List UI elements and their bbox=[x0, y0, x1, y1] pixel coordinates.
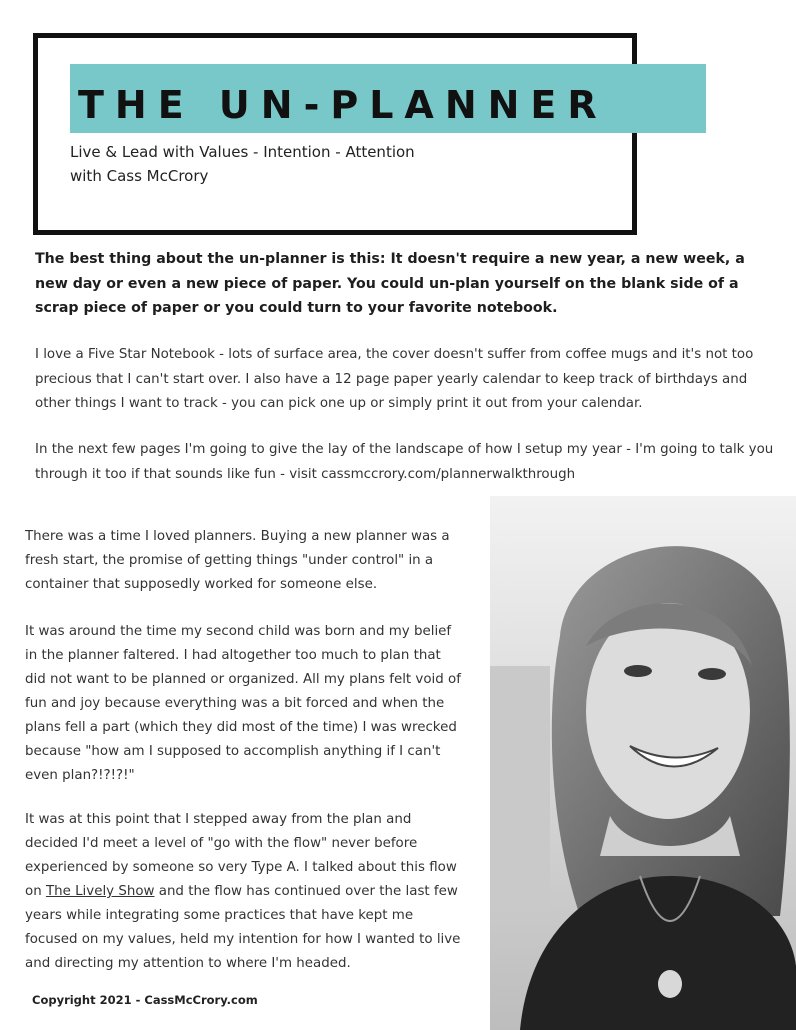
column-paragraph-2: It was around the time my second child was born and my belief in the planner faltered. I had altogether too much to plan that did not want to be planned or organized. All my plans felt void of fun and joy because everything was a bit forced and when the plans fell a part (which they did most of the time) I was wrecked because "how am I supposed to accomplish anything if I can't even plan?!?!?!" bbox=[25, 624, 461, 783]
column-paragraph-1: There was a time I loved planners. Buying a new planner was a fresh start, the promise of getting things "under control" in a container that supposedly worked for someone else. bbox=[25, 529, 450, 592]
subtitle-tagline: Live & Lead with Values - Intention - Attention bbox=[70, 143, 415, 161]
column-paragraph-3 bbox=[25, 808, 465, 976]
walkthrough-paragraph: In the next few pages I'm going to give the lay of the landscape of how I setup my year - I'm going to talk you through it too if that sounds like fun - visit cassmccrory.com/plannerwalkthrough bbox=[35, 442, 774, 482]
intro-paragraph: The best thing about the un-planner is this: It doesn't require a new year, a new week, a new day or even a new piece of paper. You could un-plan yourself on the blank side of a scrap piece of paper or you could turn to your favorite notebook. bbox=[35, 251, 745, 316]
column-paragraph-3-end: and the flow has continued over the last few years while integrating some practices that have kept me focused on my values, held my intention for how I wanted to live and directing my attention to where I'm headed. bbox=[25, 884, 461, 971]
author-portrait bbox=[490, 496, 796, 1030]
column-paragraph-3-start: It was at this point that I stepped away from the plan and decided I'd meet a level of "go with the flow" never before experienced by someone so very Type A. I talked about this flow on bbox=[25, 812, 457, 899]
notebook-paragraph: I love a Five Star Notebook - lots of surface area, the cover doesn't suffer from coffee mugs and it's not too precious that I can't start over. I also have a 12 page paper yearly calendar to keep track of birthdays and other things I want to track - you can pick one up or simply print it out from your calendar. bbox=[35, 347, 754, 411]
subtitle bbox=[70, 140, 415, 188]
subtitle-author: with Cass McCrory bbox=[70, 167, 209, 185]
author-photo bbox=[490, 496, 796, 1030]
lively-show-link[interactable]: The Lively Show bbox=[45, 884, 155, 899]
copyright: Copyright 2021 - CassMcCrory.com bbox=[32, 993, 258, 1007]
page-title: THE UN-PLANNER bbox=[78, 83, 608, 127]
